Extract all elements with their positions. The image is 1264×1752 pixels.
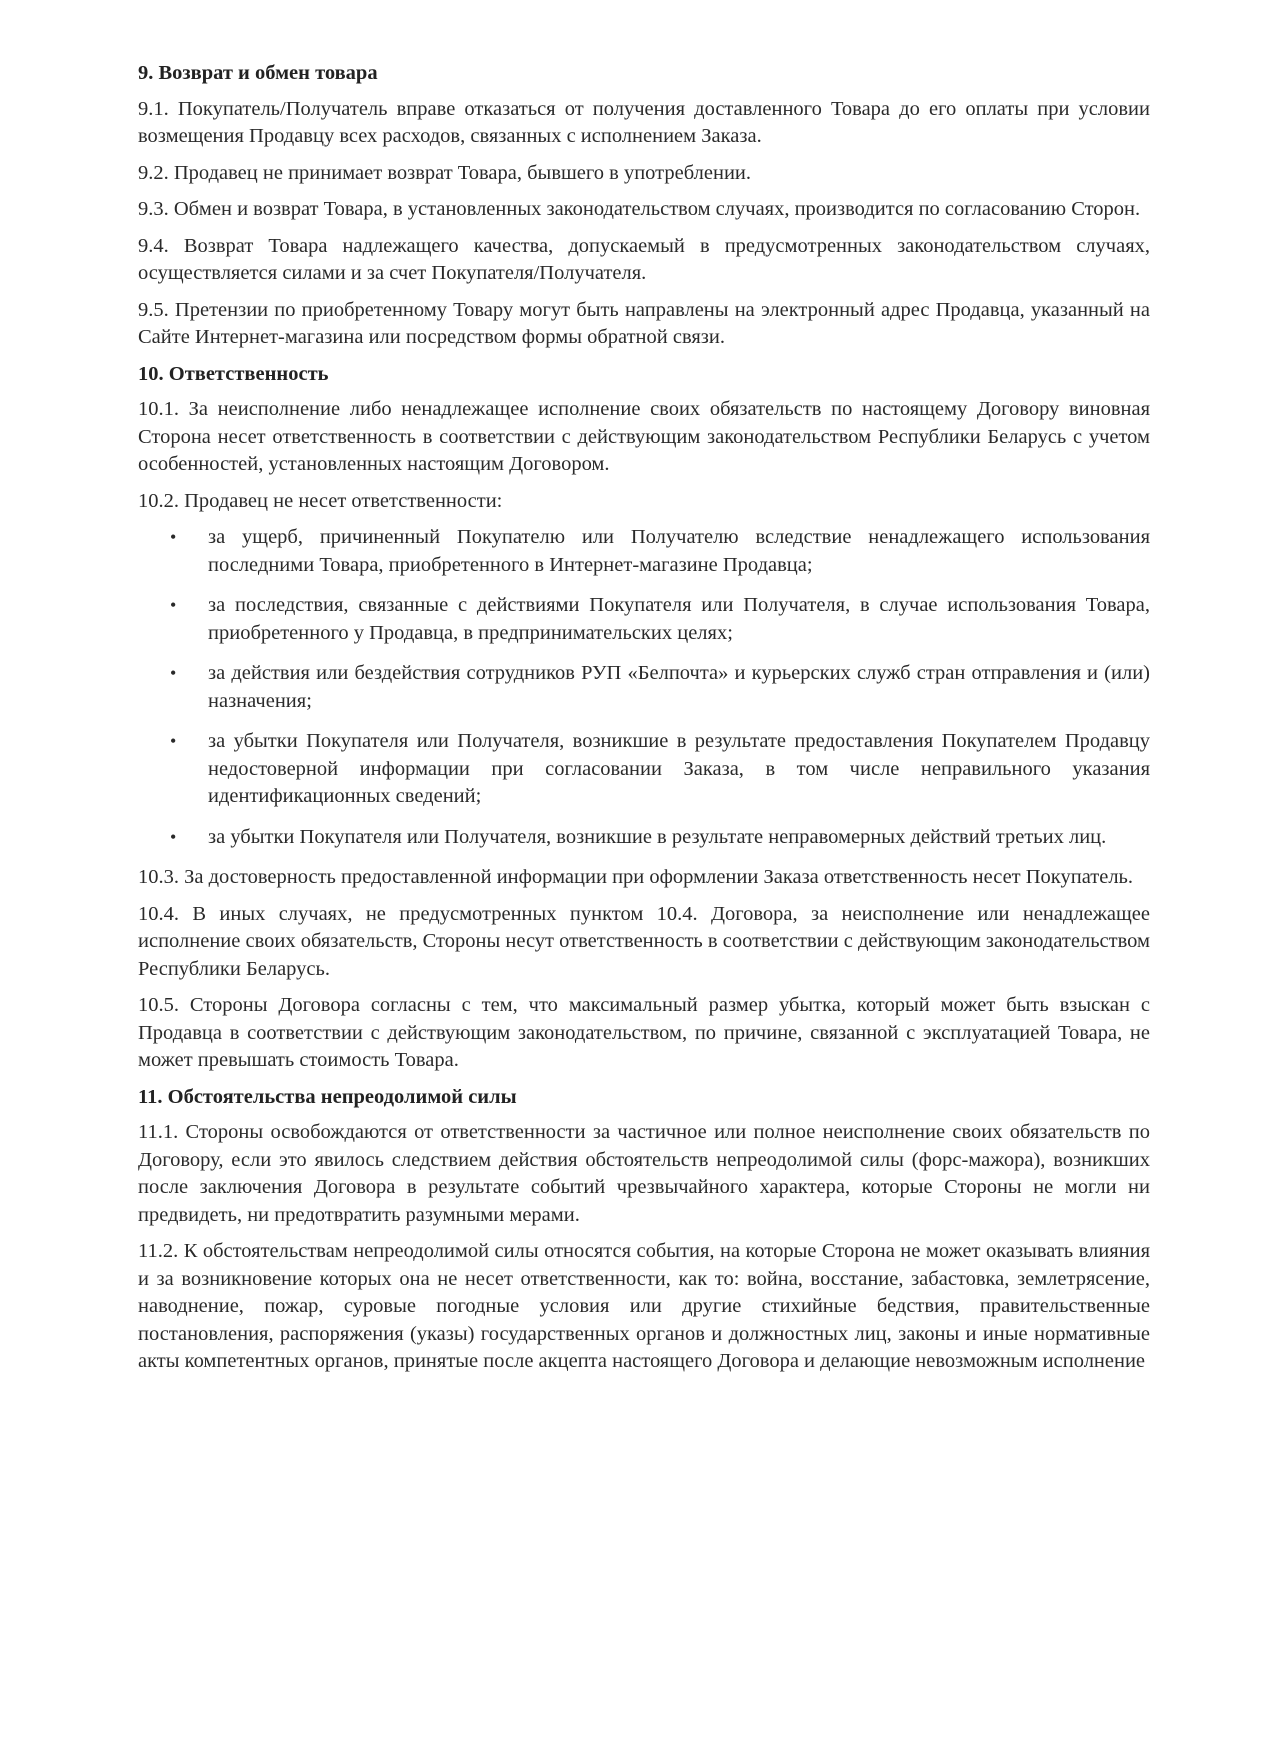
clause-10-4: 10.4. В иных случаях, не предусмотренных пунктом 10.4. Договора, за неисполнение или ненадлежащее исполнение своих обязательств, Стороны несут ответственность в соответствии с действующим законодательством Республики Беларусь. <box>138 902 1150 980</box>
section-9-title: 9. Возврат и обмен товара <box>138 62 378 84</box>
bullet-icon: • <box>170 826 177 847</box>
clause-11-1: 11.1. Стороны освобождаются от ответственности за частичное или полное неисполнение своих обязательств по Договору, если это явилось следствием действия обстоятельств непреодолимой силы (форс-мажора), возникших после заключения Договора в результате событий чрезвычайного характера, которые Стороны не могли ни предвидеть, ни предотвратить разумными мерами. <box>138 1121 1150 1226</box>
list-item-text: за ущерб, причиненный Покупателю или Получателю вследствие ненадлежащего использования последними Товара, приобретенного в Интернет-магазине Продавца; <box>208 526 1150 576</box>
clause-10-2: 10.2. Продавец не несет ответственности: <box>138 489 503 512</box>
bullet-icon: • <box>170 527 177 547</box>
list-item <box>138 824 1150 852</box>
list-item <box>138 660 1150 715</box>
clause-10-3: 10.3. За достоверность предоставленной информации при оформлении Заказа ответственность несет Покупатель. <box>138 866 1134 888</box>
clause-9-3: 9.3. Обмен и возврат Товара, в установленных законодательством случаях, производится по согласованию Сторон. <box>138 198 1141 220</box>
clause-9-1: 9.1. Покупатель/Получатель вправе отказаться от получения доставленного Товара до его оплаты при условии возмещения Продавцу всех расходов, связанных с исполнением Заказа. <box>138 97 1150 147</box>
list-item <box>138 728 1150 811</box>
clause-9-5: 9.5. Претензии по приобретенному Товару могут быть направлены на электронный адрес Продавца, указанный на Сайте Интернет-магазина или посредством формы обратной связи. <box>138 298 1150 348</box>
document-page <box>138 60 1150 1385</box>
list-item-text: за убытки Покупателя или Получателя, возникшие в результате предоставления Покупателем Продавцу недостоверной информации при согласовании Заказа, в том числе неправильного указания идентификационных сведений; <box>208 730 1150 807</box>
clause-9-2: 9.2. Продавец не принимает возврат Товара, бывшего в употреблении. <box>138 161 752 184</box>
clause-10-1: 10.1. За неисполнение либо ненадлежащее исполнение своих обязательств по настоящему Договору виновная Сторона несет ответственность в соответствии с действующим законодательством Республики Беларусь с учетом особенностей, установленных настоящим Договором. <box>138 398 1150 475</box>
list-item <box>138 524 1150 579</box>
clause-10-5: 10.5. Стороны Договора согласны с тем, что максимальный размер убытка, который может быть взыскан с Продавца в соответствии с действующим законодательством, по причине, связанной с эксплуатацией Товара, не может превышать стоимость Товара. <box>138 994 1150 1071</box>
liability-exclusions-list <box>138 524 1150 851</box>
list-item-text: за действия или бездействия сотрудников РУП «Белпочта» и курьерских служб стран отправления и (или) назначения; <box>208 662 1150 712</box>
bullet-icon: • <box>170 595 177 615</box>
clause-9-4: 9.4. Возврат Товара надлежащего качества, допускаемый в предусмотренных законодательством случаях, осуществляется силами и за счет Покупателя/Получателя. <box>138 234 1150 284</box>
bullet-icon: • <box>170 731 177 751</box>
list-item-text: за последствия, связанные с действиями Покупателя или Получателя, в случае использования Товара, приобретенного у Продавца, в предпринимательских целях; <box>208 594 1150 644</box>
list-item <box>138 592 1150 647</box>
clause-11-2: 11.2. К обстоятельствам непреодолимой силы относятся события, на которые Сторона не может оказывать влияния и за возникновение которых она не несет ответственности, как то: война, восстание, забастовка, землетрясение, наводнение, пожар, суровые погодные условия или другие стихийные бедствия, правительственные постановления, распоряжения (указы) государственных органов и должностных лиц, законы и иные нормативные акты компетентных органов, принятые после акцепта настоящего Договора и делающие невозможным исполнение <box>138 1240 1150 1372</box>
bullet-icon: • <box>170 663 177 683</box>
list-item-text: за убытки Покупателя или Получателя, возникшие в результате неправомерных действий третьих лиц. <box>208 825 1107 848</box>
section-10-title: 10. Ответственность <box>138 362 329 385</box>
section-11-title: 11. Обстоятельства непреодолимой силы <box>138 1085 517 1108</box>
